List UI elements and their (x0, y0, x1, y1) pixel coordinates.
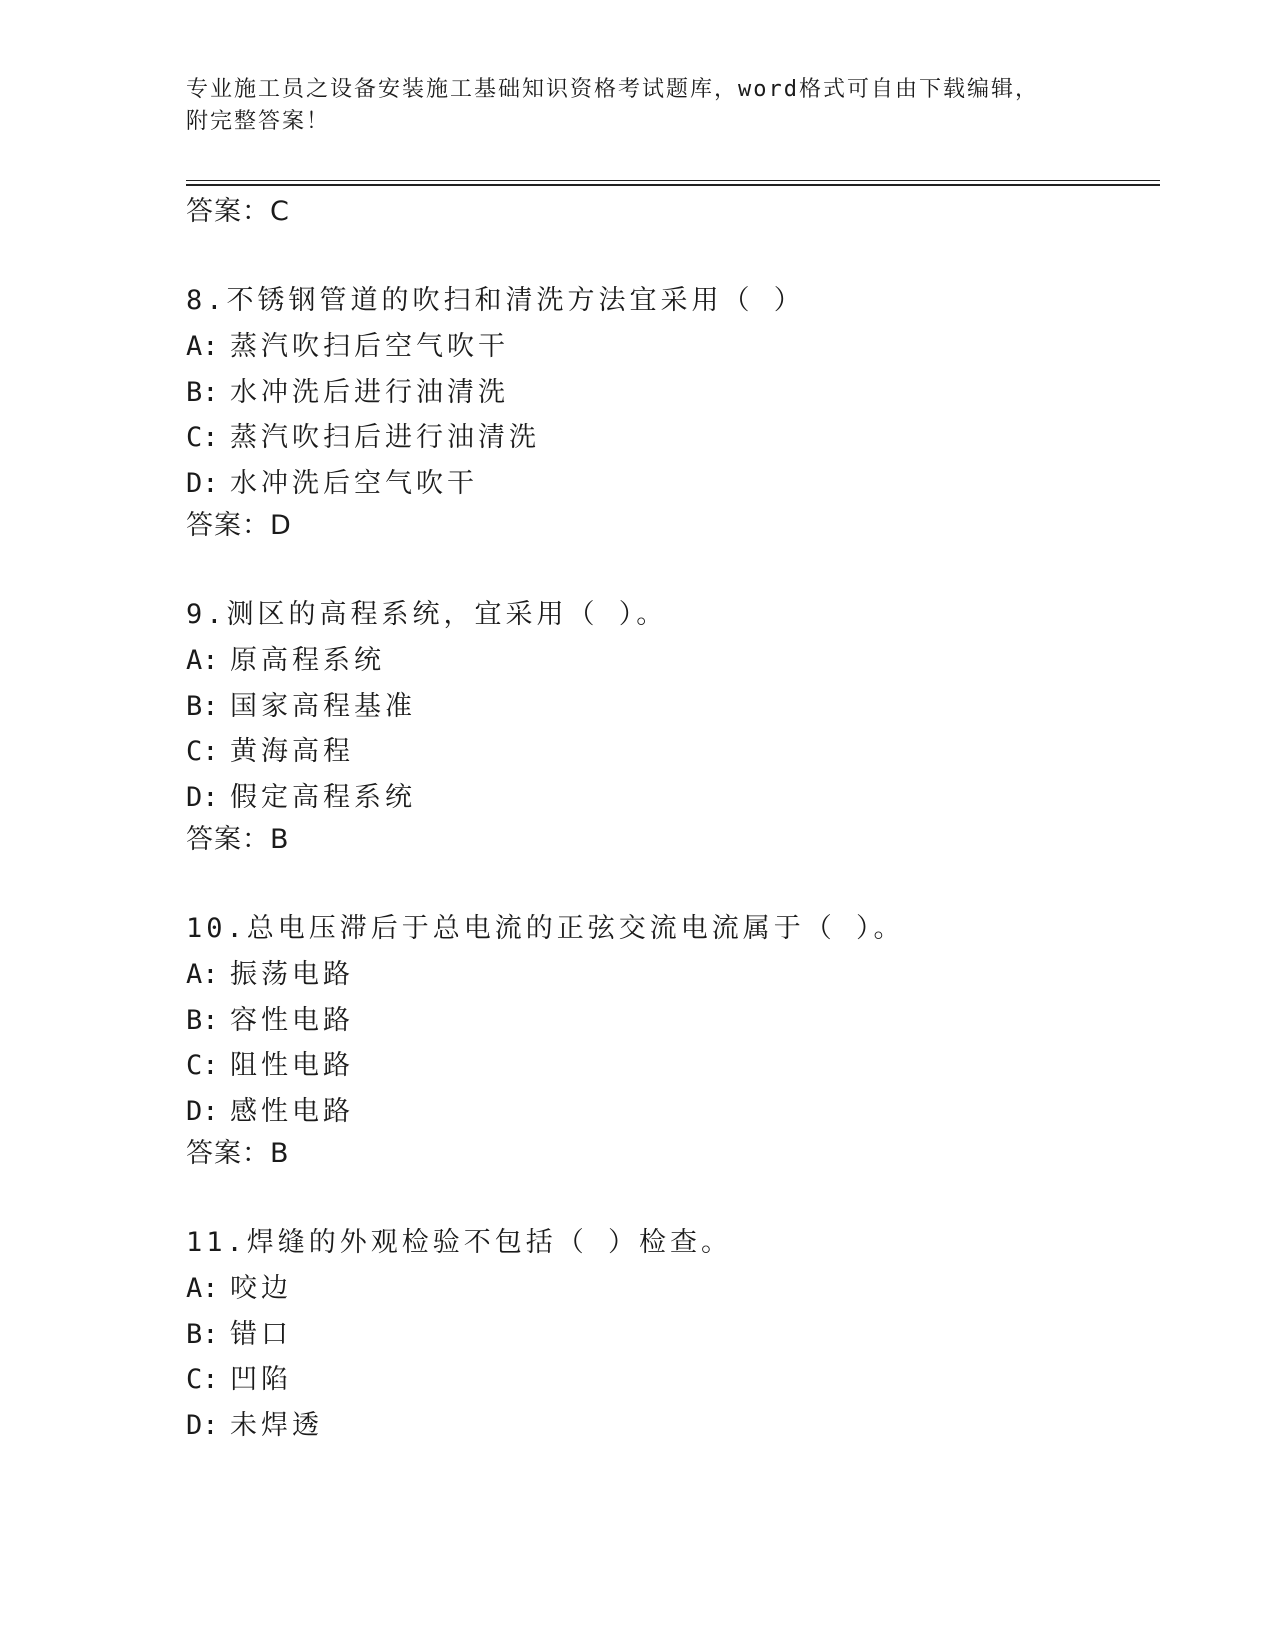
option-text: 阻性电路 (230, 1050, 354, 1081)
question-block (186, 1220, 1160, 1448)
option-text: 国家高程基准 (230, 690, 416, 722)
option-letter: D: (186, 1409, 219, 1441)
option-text: 凹陷 (230, 1364, 292, 1395)
question-block (186, 278, 1160, 546)
option-text: 振荡电路 (230, 959, 354, 990)
option-letter: C: (186, 422, 219, 453)
question-stem: 9.测区的高程系统，宜采用（ ）。 (186, 599, 668, 630)
option-a (186, 638, 1160, 684)
option-d (186, 1403, 1160, 1449)
header-line-2: 附完整答案！ (186, 109, 331, 134)
question-block (186, 906, 1160, 1174)
option-letter: C: (186, 736, 219, 767)
option-letter: A: (186, 331, 219, 362)
option-c (186, 1043, 1160, 1089)
option-letter: D: (186, 1095, 219, 1127)
answer-line: 答案：B (186, 824, 290, 855)
option-b (186, 1312, 1160, 1358)
header-divider-thin (186, 180, 1160, 181)
question-stem: 8.不锈钢管道的吹扫和清洗方法宜采用（ ） (186, 285, 805, 316)
header-divider-thick (186, 184, 1160, 186)
option-letter: A: (186, 959, 219, 990)
option-c (186, 1357, 1160, 1403)
option-c (186, 415, 1160, 461)
document-header (186, 74, 1086, 138)
option-text: 原高程系统 (230, 645, 385, 676)
option-a (186, 952, 1160, 998)
option-d (186, 1089, 1160, 1135)
option-letter: B: (186, 376, 219, 408)
answer-line: 答案：C (186, 196, 290, 227)
option-b (186, 998, 1160, 1044)
spacer (186, 546, 1160, 592)
option-c (186, 729, 1160, 775)
option-d (186, 461, 1160, 507)
option-text: 未焊透 (230, 1409, 323, 1441)
header-line-1: 专业施工员之设备安装施工基础知识资格考试题库，word格式可自由下载编辑， (186, 77, 1039, 102)
option-letter: B: (186, 1318, 219, 1350)
option-letter: B: (186, 690, 219, 722)
spacer (186, 860, 1160, 906)
spacer (186, 1174, 1160, 1220)
answer-line: 答案：D (186, 510, 292, 541)
spacer (186, 232, 1160, 278)
question-stem: 10.总电压滞后于总电流的正弦交流电流属于（ ）。 (186, 913, 905, 944)
option-text: 错口 (230, 1318, 292, 1350)
option-a (186, 324, 1160, 370)
option-b (186, 684, 1160, 730)
option-text: 假定高程系统 (230, 781, 416, 813)
option-letter: B: (186, 1004, 219, 1036)
option-d (186, 775, 1160, 821)
option-a (186, 1266, 1160, 1312)
question-stem: 11.焊缝的外观检验不包括（ ）检查。 (186, 1227, 733, 1258)
question-block (186, 592, 1160, 860)
option-text: 黄海高程 (230, 736, 354, 767)
option-text: 感性电路 (230, 1095, 354, 1127)
option-letter: D: (186, 781, 219, 813)
option-letter: A: (186, 645, 219, 676)
answer-line: 答案：B (186, 1138, 290, 1169)
option-text: 容性电路 (230, 1004, 354, 1036)
option-letter: A: (186, 1273, 219, 1304)
option-text: 水冲洗后空气吹干 (230, 467, 478, 499)
option-letter: D: (186, 467, 219, 499)
option-text: 蒸汽吹扫后空气吹干 (230, 331, 509, 362)
option-b (186, 370, 1160, 416)
option-letter: C: (186, 1364, 219, 1395)
option-text: 水冲洗后进行油清洗 (230, 376, 509, 408)
option-letter: C: (186, 1050, 219, 1081)
option-text: 咬边 (230, 1273, 292, 1304)
question-list (186, 192, 1160, 1448)
option-text: 蒸汽吹扫后进行油清洗 (230, 422, 540, 453)
